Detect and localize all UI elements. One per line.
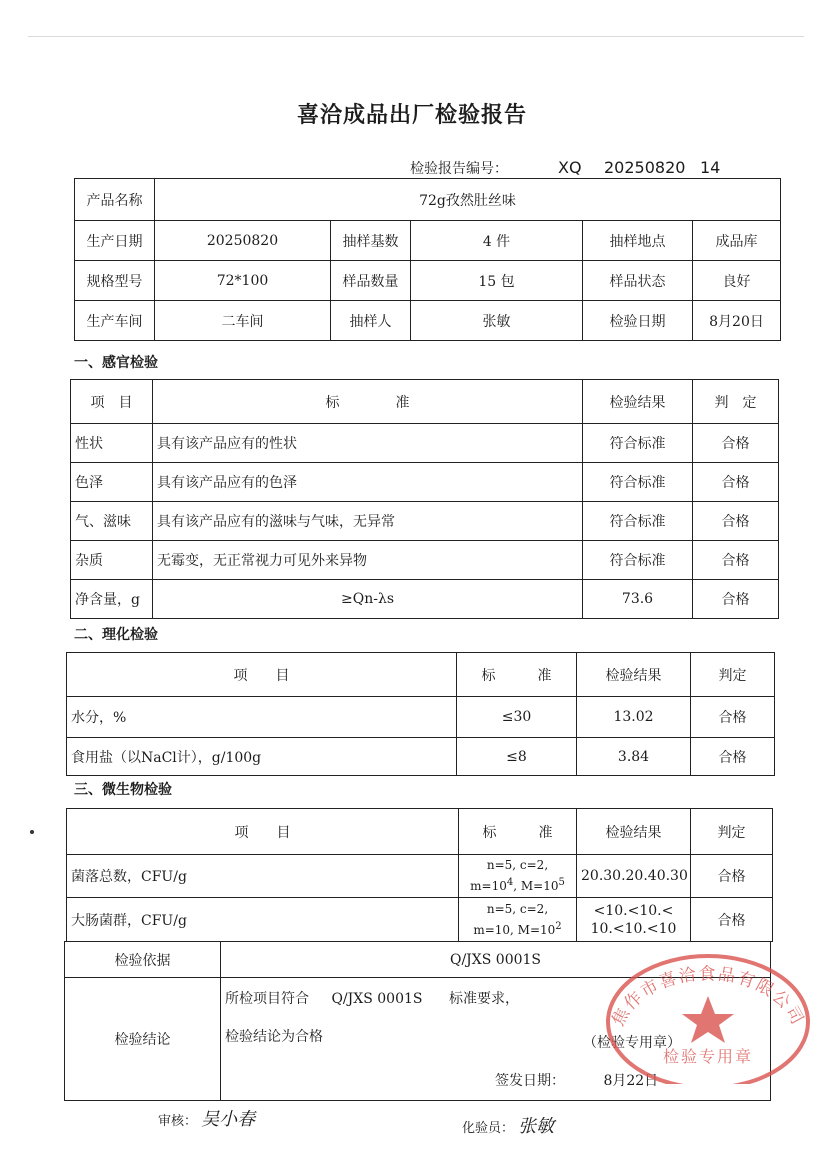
table-row xyxy=(67,697,775,738)
reviewer-name: 吴小春 xyxy=(201,1109,256,1130)
micro-std-exp: 4 xyxy=(506,877,514,888)
sensory-standard: 无霉变，无正常视力可见外来异物 xyxy=(153,541,583,580)
sensory-judge: 合格 xyxy=(693,502,779,541)
physchem-judge: 合格 xyxy=(691,738,775,776)
reviewer-signature xyxy=(158,1105,255,1131)
report-title: 喜洽成品出厂检验报告 xyxy=(296,103,527,128)
micro-standard xyxy=(459,855,577,898)
sensory-item: 净含量，g xyxy=(71,580,153,619)
sample-qty-label: 样品数量 xyxy=(331,261,411,301)
sensory-result: 73.6 xyxy=(583,580,693,619)
physchem-header-result: 检验结果 xyxy=(577,653,691,697)
spec-label: 规格型号 xyxy=(75,261,155,301)
sample-place-label: 抽样地点 xyxy=(583,221,693,261)
inspect-date-label: 检验日期 xyxy=(583,301,693,341)
sensory-judge: 合格 xyxy=(693,580,779,619)
inspect-date-value: 8月20日 xyxy=(693,301,781,341)
physchem-judge: 合格 xyxy=(691,697,775,738)
micro-header-standard: 标 准 xyxy=(459,809,577,855)
sensory-judge: 合格 xyxy=(693,424,779,463)
micro-standard-line2 xyxy=(463,874,572,895)
stamp-star xyxy=(682,996,734,1043)
micro-result xyxy=(577,898,691,942)
stamp-bottom-text: 检验专用章 xyxy=(662,1047,754,1066)
micro-heading: 三、微生物检验 xyxy=(74,782,172,798)
conclusion-line1 xyxy=(225,988,519,1008)
report-number-seq: 14 xyxy=(700,158,721,177)
micro-item: 大肠菌群，CFU/g xyxy=(67,898,459,942)
micro-std-part: m=10 xyxy=(470,879,507,893)
sensory-judge: 合格 xyxy=(693,463,779,502)
micro-std-part: m=10, M=10 xyxy=(473,922,556,937)
physchem-header-item: 项 目 xyxy=(67,653,457,697)
product-name-value: 72g孜然肚丝味 xyxy=(155,179,781,221)
physchem-result: 3.84 xyxy=(577,738,691,776)
micro-header-result: 检验结果 xyxy=(577,809,691,855)
physchem-header-judge: 判定 xyxy=(691,653,775,697)
spec-value: 72*100 xyxy=(155,261,331,301)
micro-item: 菌落总数，CFU/g xyxy=(67,855,459,898)
report-number xyxy=(410,158,721,178)
sensory-judge: 合格 xyxy=(693,541,779,580)
sensory-result: 符合标准 xyxy=(583,424,693,463)
sensory-standard: 具有该产品应有的色泽 xyxy=(153,463,583,502)
conclusion-line1-c: 标准要求， xyxy=(448,991,519,1007)
product-info-table xyxy=(74,178,781,341)
stamp-company-path: 焦作市喜洽食品有限公司 xyxy=(608,964,808,1030)
micro-standard xyxy=(459,898,577,942)
micro-standard-line2 xyxy=(463,918,572,939)
micro-standard-line1: n=5, c=2, xyxy=(486,858,549,872)
basis-value: Q/JXS 0001S xyxy=(221,942,771,978)
physchem-header-standard: 标 准 xyxy=(457,653,577,697)
report-number-prefix: XQ xyxy=(558,158,582,177)
table-row xyxy=(71,580,779,619)
conclusion-line2: 检验结论为合格 xyxy=(225,1029,323,1045)
issue-date-label: 签发日期： xyxy=(495,1073,565,1089)
table-row xyxy=(71,424,779,463)
scan-speck xyxy=(30,830,34,834)
micro-std-part: , M=10 xyxy=(513,879,559,893)
workshop-value: 二车间 xyxy=(155,301,331,341)
micro-result: 20.30.20.40.30 xyxy=(577,855,691,898)
physchem-table xyxy=(66,652,775,776)
micro-std-exp: 5 xyxy=(558,877,565,888)
sample-state-value: 良好 xyxy=(693,261,781,301)
sensory-header-standard: 标 准 xyxy=(153,380,583,424)
product-name-label: 产品名称 xyxy=(75,179,155,221)
table-row xyxy=(71,541,779,580)
physchem-heading: 二、理化检验 xyxy=(74,627,158,643)
basis-label: 检验依据 xyxy=(65,942,221,978)
sensory-item: 色泽 xyxy=(71,463,153,502)
sample-place-value: 成品库 xyxy=(693,221,781,261)
seal-note: （检验专用章） xyxy=(583,1035,681,1051)
micro-header-judge: 判定 xyxy=(691,809,773,855)
sensory-header-judge: 判 定 xyxy=(693,380,779,424)
micro-standard-line1: n=5, c=2, xyxy=(486,901,549,916)
sample-state-label: 样品状态 xyxy=(583,261,693,301)
micro-table xyxy=(66,808,773,942)
prod-date-value: 20250820 xyxy=(155,221,331,261)
physchem-standard: ≤8 xyxy=(457,738,577,776)
physchem-standard: ≤30 xyxy=(457,697,577,738)
conclusion-line1-b: Q/JXS 0001S xyxy=(331,991,423,1007)
sensory-item: 性状 xyxy=(71,424,153,463)
micro-result-line1: <10.<10.< xyxy=(593,902,674,919)
micro-result-line2: 10.<10.<10 xyxy=(590,920,677,937)
sample-base-label: 抽样基数 xyxy=(331,221,411,261)
sensory-result: 符合标准 xyxy=(583,463,693,502)
sensory-standard: 具有该产品应有的性状 xyxy=(153,424,583,463)
conclusion-line1-a: 所检项目符合 xyxy=(225,991,309,1007)
inspector-signature xyxy=(462,1112,554,1138)
top-rule xyxy=(28,36,804,37)
inspector-label: 化验员： xyxy=(462,1121,515,1136)
conclusion-label: 检验结论 xyxy=(65,978,221,1101)
sensory-item: 气、滋味 xyxy=(71,502,153,541)
sensory-heading: 一、感官检验 xyxy=(74,355,158,371)
prod-date-label: 生产日期 xyxy=(75,221,155,261)
report-number-date: 20250820 xyxy=(604,158,686,177)
inspector-name: 张敏 xyxy=(518,1116,555,1137)
sample-qty-value: 15 包 xyxy=(411,261,583,301)
reviewer-label: 审核： xyxy=(158,1114,198,1129)
report-number-label: 检验报告编号： xyxy=(410,161,508,177)
sensory-item: 杂质 xyxy=(71,541,153,580)
sensory-header-item: 项 目 xyxy=(71,380,153,424)
table-row xyxy=(67,898,773,942)
micro-header-item: 项 目 xyxy=(67,809,459,855)
micro-judge: 合格 xyxy=(691,855,773,898)
sensory-header-result: 检验结果 xyxy=(583,380,693,424)
micro-std-exp: 2 xyxy=(555,920,562,932)
table-row xyxy=(67,738,775,776)
micro-judge: 合格 xyxy=(691,898,773,942)
physchem-item: 食用盐（以NaCl计），g/100g xyxy=(67,738,457,776)
physchem-result: 13.02 xyxy=(577,697,691,738)
workshop-label: 生产车间 xyxy=(75,301,155,341)
table-row xyxy=(71,463,779,502)
table-row xyxy=(67,855,773,898)
sensory-standard: 具有该产品应有的滋味与气味，无异常 xyxy=(153,502,583,541)
sensory-result: 符合标准 xyxy=(583,541,693,580)
sampler-value: 张敏 xyxy=(411,301,583,341)
sensory-result: 符合标准 xyxy=(583,502,693,541)
sample-base-value: 4 件 xyxy=(411,221,583,261)
sampler-label: 抽样人 xyxy=(331,301,411,341)
issue-date-value: 8月22日 xyxy=(603,1073,659,1089)
sensory-table xyxy=(70,379,779,619)
inspection-stamp xyxy=(603,944,813,1084)
table-row xyxy=(71,502,779,541)
physchem-item: 水分，% xyxy=(67,697,457,738)
sensory-standard: ≥Qn-λs xyxy=(153,580,583,619)
